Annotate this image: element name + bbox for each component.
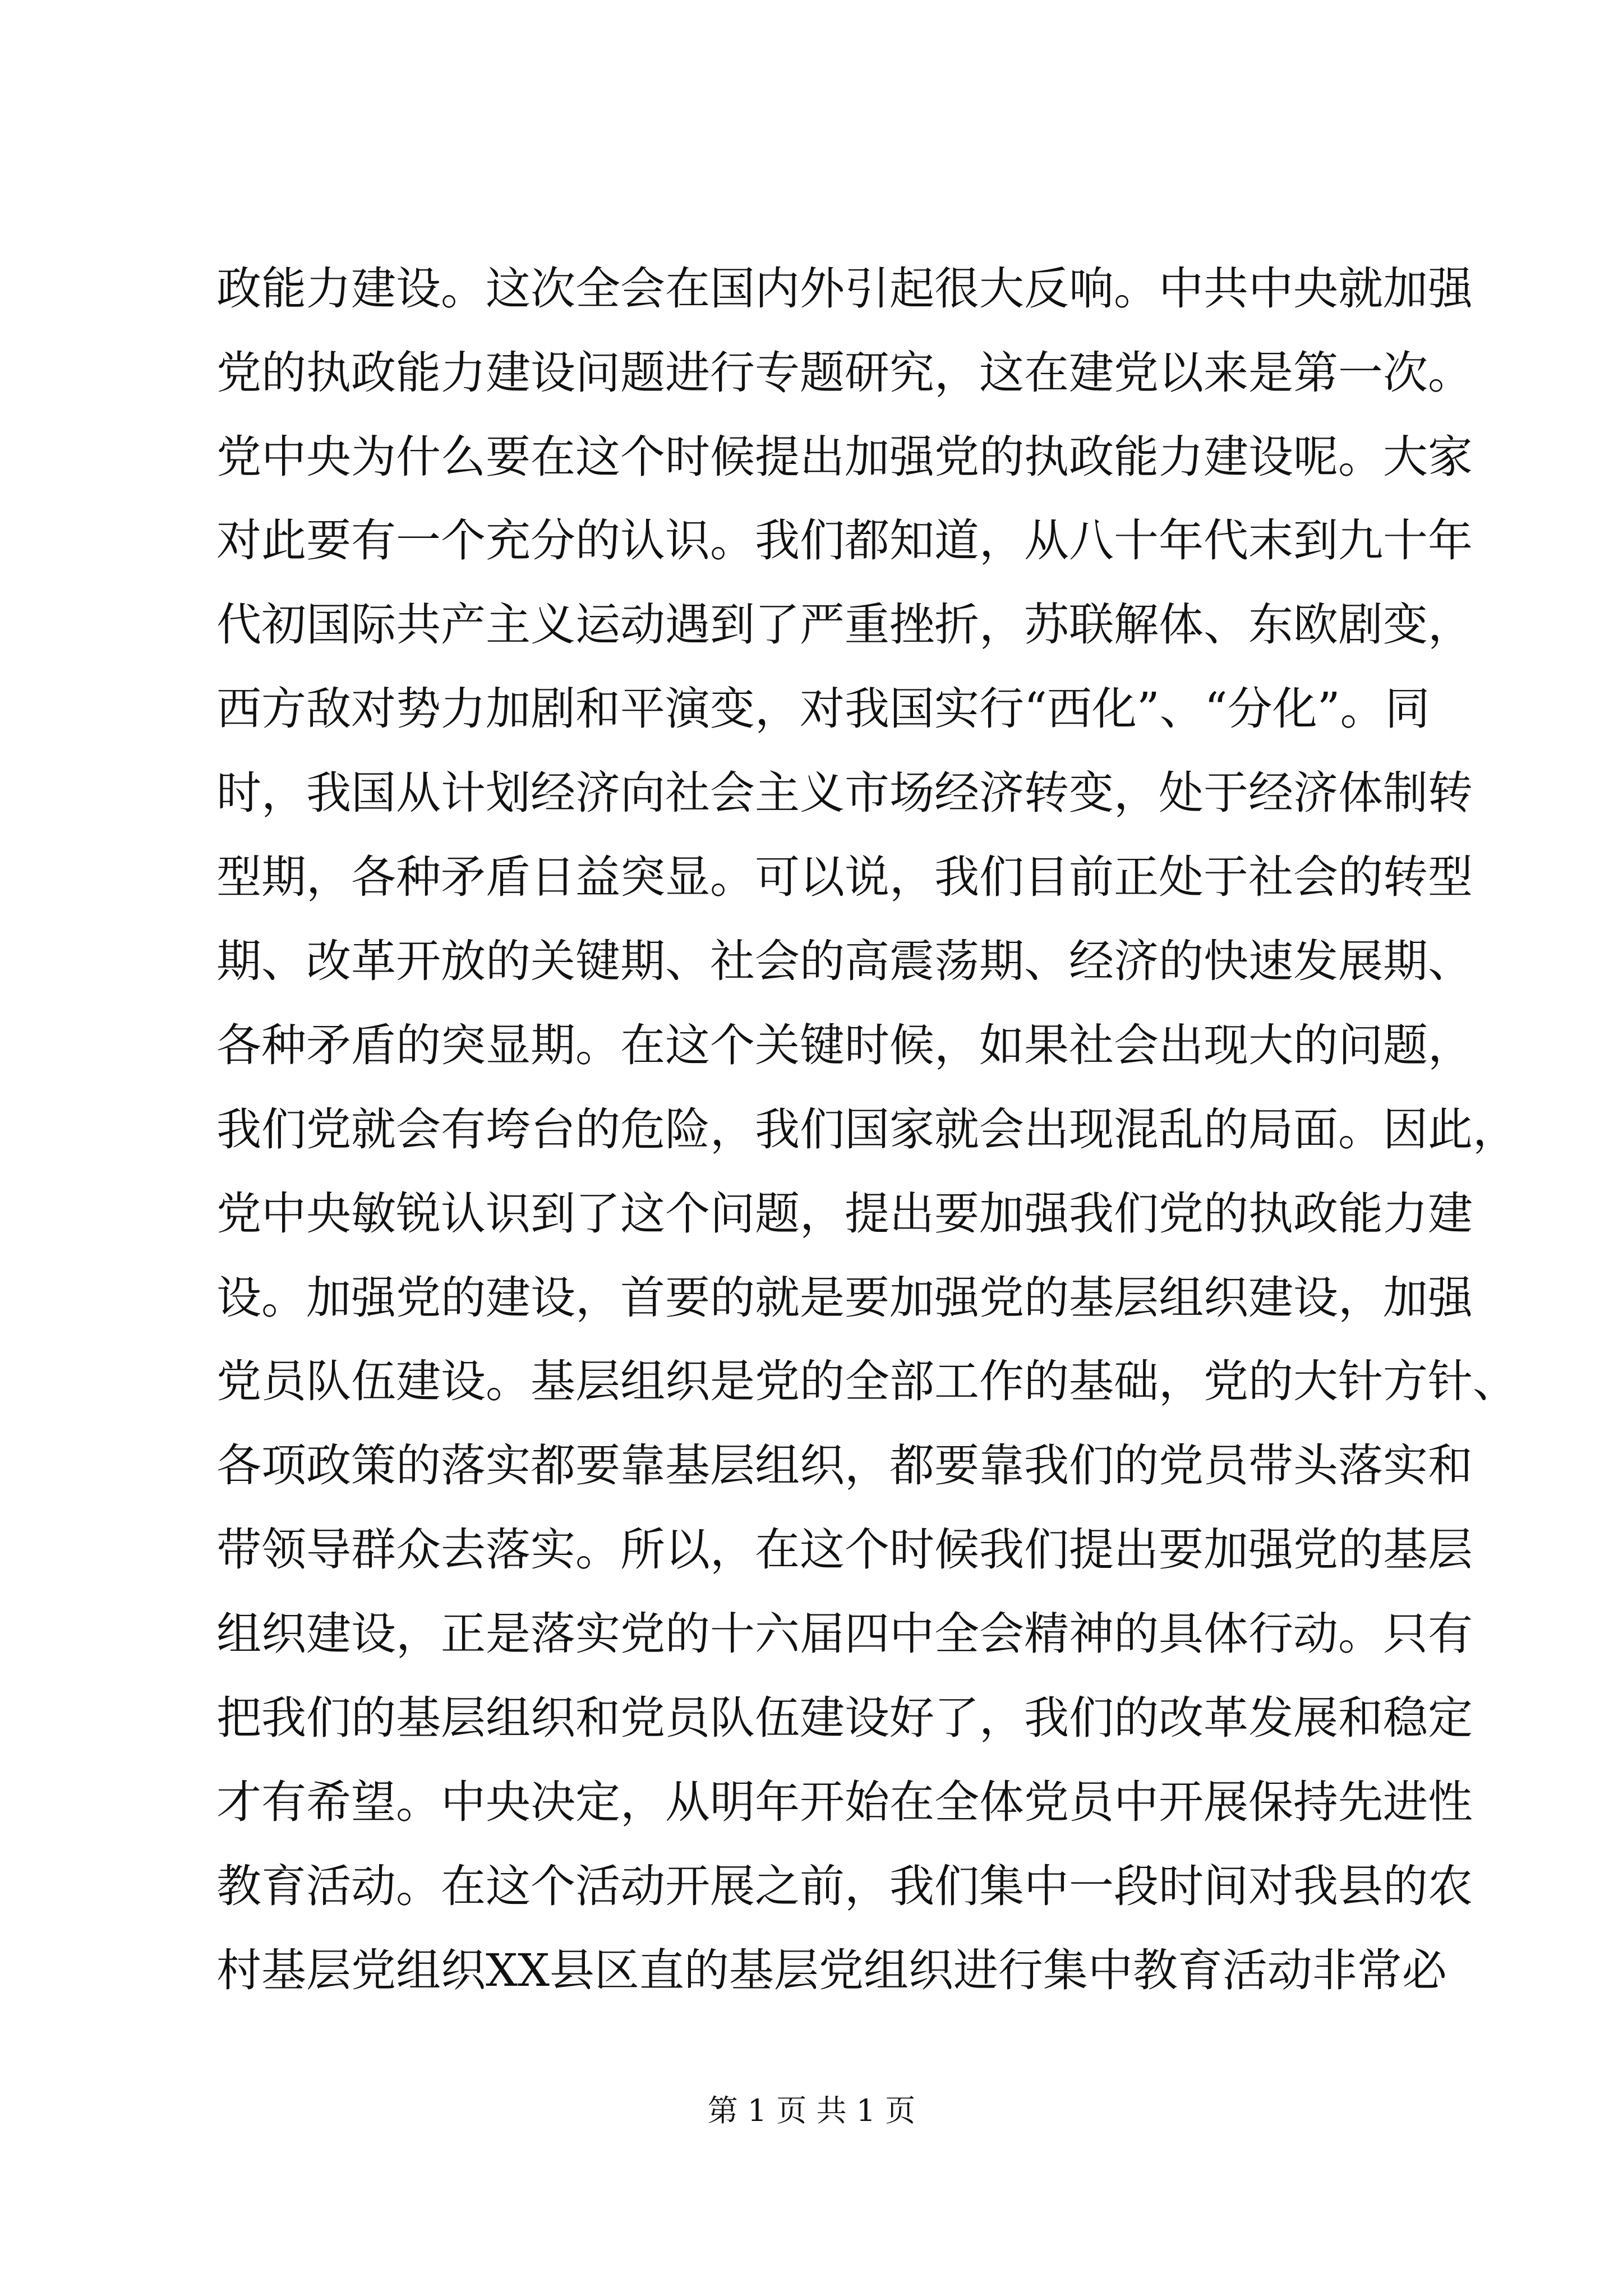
text-line: 党中央敏锐认识到了这个问题，提出要加强我们党的执政能力建 bbox=[216, 1188, 1473, 1240]
text-line: 代初国际共产主义运动遇到了严重挫折，苏联解体、东欧剧变， bbox=[216, 599, 1473, 651]
text-line: 各种矛盾的突显期。在这个关键时候，如果社会出现大的问题， bbox=[216, 1019, 1473, 1071]
text-line: 型期，各种矛盾日益突显。可以说，我们目前正处于社会的转型 bbox=[216, 851, 1473, 903]
text-line: 各项政策的落实都要靠基层组织，都要靠我们的党员带头落实和 bbox=[216, 1439, 1473, 1492]
text-line: 才有希望。中央决定，从明年开始在全体党员中开展保持先进性 bbox=[216, 1776, 1473, 1828]
text-line: 时，我国从计划经济向社会主义市场经济转变，处于经济体制转 bbox=[216, 767, 1473, 819]
text-line: 教育活动。在这个活动开展之前，我们集中一段时间对我县的农 bbox=[216, 1860, 1473, 1912]
text-line: 西方敌对势力加剧和平演变，对我国实行“西化”、“分化”。同 bbox=[216, 683, 1430, 735]
text-line: 党员队伍建设。基层组织是党的全部工作的基础，党的大针方针、 bbox=[216, 1355, 1518, 1407]
text-line: 政能力建设。这次全会在国内外引起很大反响。中共中央就加强 bbox=[216, 263, 1473, 315]
page-number-footer: 第 1 页 共 1 页 bbox=[707, 2093, 916, 2128]
text-line: 组织建设，正是落实党的十六届四中全会精神的具体行动。只有 bbox=[216, 1608, 1473, 1660]
text-line: 党的执政能力建设问题进行专题研究，这在建党以来是第一次。 bbox=[216, 347, 1473, 399]
text-line: 把我们的基层组织和党员队伍建设好了，我们的改革发展和稳定 bbox=[216, 1692, 1473, 1744]
text-line: 村基层党组织XX县区直的基层党组织进行集中教育活动非常必 bbox=[216, 1944, 1447, 1996]
text-line: 我们党就会有垮台的危险，我们国家就会出现混乱的局面。因此， bbox=[216, 1103, 1518, 1156]
text-line: 党中央为什么要在这个时候提出加强党的执政能力建设呢。大家 bbox=[216, 431, 1473, 483]
text-line: 对此要有一个充分的认识。我们都知道，从八十年代末到九十年 bbox=[216, 514, 1473, 567]
text-line: 期、改革开放的关键期、社会的高震荡期、经济的快速发展期、 bbox=[216, 935, 1473, 987]
text-line: 设。加强党的建设，首要的就是要加强党的基层组织建设，加强 bbox=[216, 1272, 1473, 1324]
text-line: 带领导群众去落实。所以，在这个时候我们提出要加强党的基层 bbox=[216, 1524, 1473, 1576]
